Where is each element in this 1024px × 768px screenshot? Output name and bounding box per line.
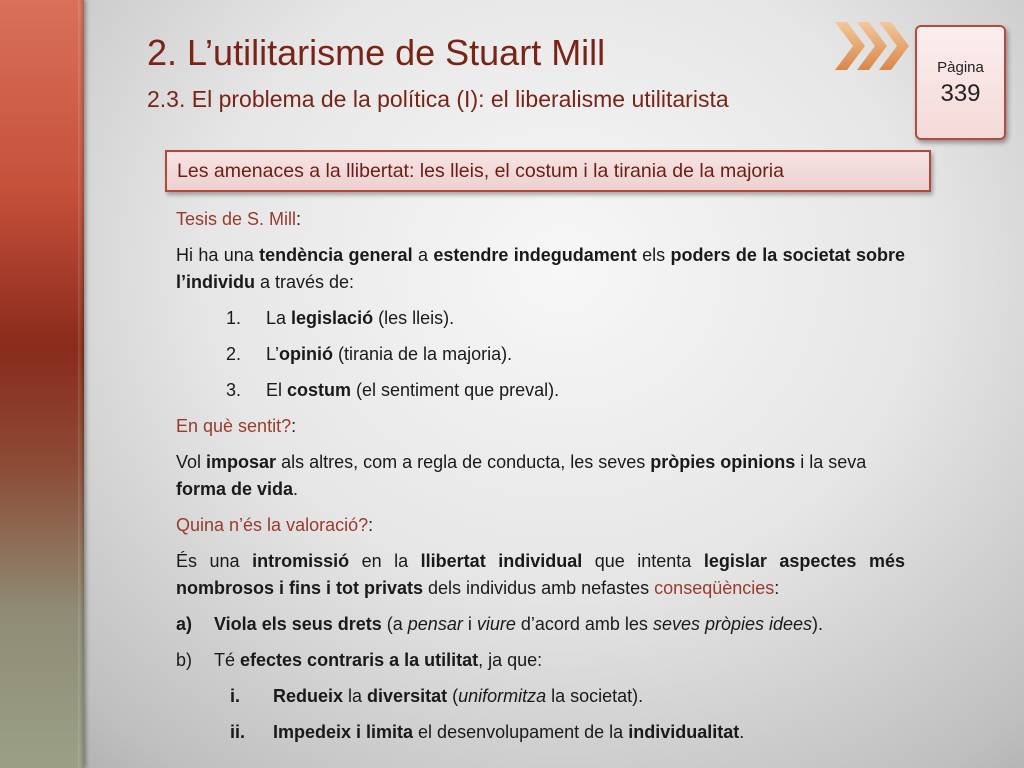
thesis-list-item: 2. L’opinió (tirania de la majoria).: [226, 344, 513, 364]
page-indicator: [915, 25, 1006, 140]
thesis-paragraph: Hi ha una tendència general a estendre indegudament els poders de la societat sobre l’individu a través de:: [176, 245, 906, 292]
consequence-item-a: a) Viola els seus drets (a pensar i viure d’acord amb les seves pròpies idees).: [176, 614, 824, 634]
page-number: 339: [940, 80, 981, 107]
thesis-heading: Tesis de S. Mill:: [176, 209, 302, 229]
banner-text: Les amenaces a la llibertat: les lleis, el costum i la tirania de la majoria: [177, 159, 784, 182]
valuation-heading: Quina n’és la valoració?:: [176, 515, 374, 535]
section-banner: [165, 150, 931, 192]
slide-content: [176, 206, 905, 755]
triple-chevron-right-icon: [833, 20, 913, 72]
thesis-list-item: 1. La legislació (les lleis).: [226, 308, 455, 328]
consequence-item-b: b) Té efectes contraris a la utilitat, ja que:: [176, 650, 543, 670]
decorative-side-band: [0, 0, 84, 768]
consequence-subitem: ii. Impedeix i limita el desenvolupament de la individualitat.: [230, 722, 745, 742]
thesis-list-item: 3. El costum (el sentiment que preval).: [226, 380, 560, 400]
sense-heading: En què sentit?:: [176, 416, 297, 436]
sense-paragraph: Vol imposar als altres, com a regla de conducta, les seves pròpies opinions i la seva forma de vida.: [176, 452, 867, 499]
consequence-subitem: i. Redueix la diversitat (uniformitza la societat).: [230, 686, 644, 706]
slide-title: 2. L’utilitarisme de Stuart Mill: [147, 32, 606, 73]
slide-subtitle: 2.3. El problema de la política (I): el liberalisme utilitarista: [147, 86, 729, 112]
valuation-paragraph: És una intromissió en la llibertat individual que intenta legislar aspectes més nombrosos i fins i tot privats dels individus amb nefastes conseqüències:: [176, 551, 905, 598]
page-label: Pàgina: [937, 59, 984, 76]
